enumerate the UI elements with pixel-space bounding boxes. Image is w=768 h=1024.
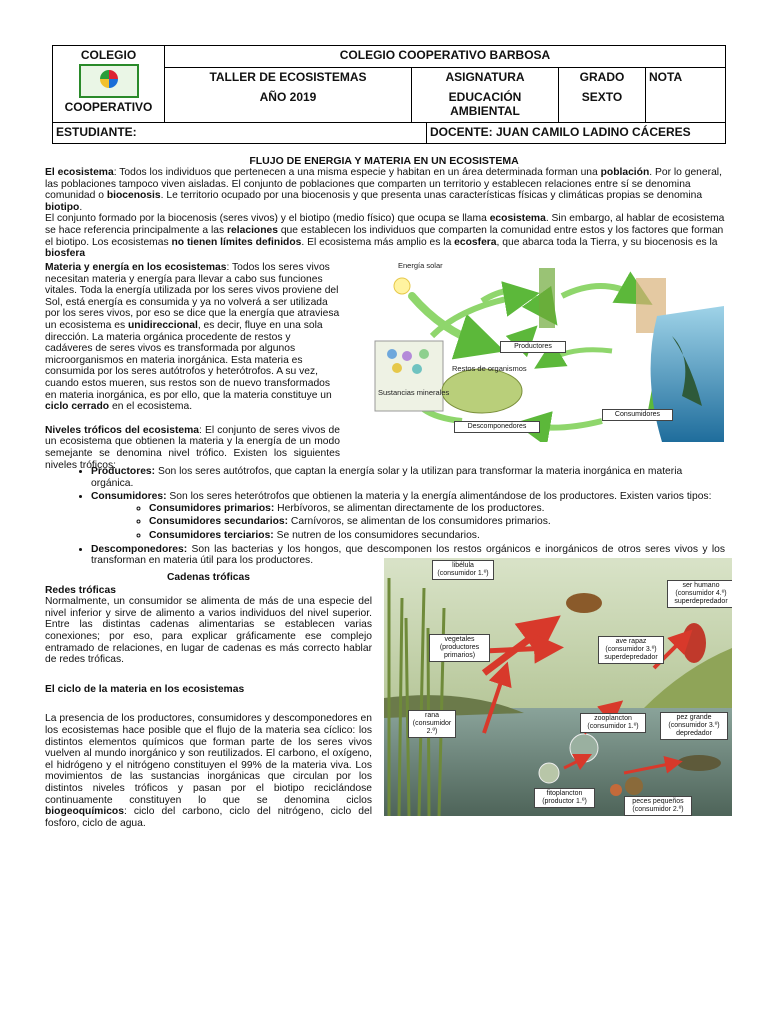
list-item-terciarios: ◦ Consumidores terciarios: Se nutren de los consumidores secundarios. [149,530,725,542]
page-title: FLUJO DE ENERGIA Y MATERIA EN UN ECOSISTEMA [249,155,519,167]
materia-section [45,262,340,471]
list-item-consumidores: • Consumidores: Son los seres heterótrofos que obtienen la materia y la energía alimentándose de los productores. Existen varios tipos: ◦ Consumidores primarios: Herbívoros, se alimentan directamente de los productores. ◦ Consumidores secundarios: Carnívoros, se alimentan de los consumidores primarios. ◦ Consumidores terciarios: Se nutren de los consumidores secundarios. [91,491,725,541]
school-name: COLEGIO COOPERATIVO BARBOSA [165,46,726,68]
materia-paragraph: Materia y energía en los ecosistemas: Todos los seres vivos necesitan materia y energía para llevar a cabo sus funciones vitales. Toda la energía utilizada por los seres vivos proviene del Sol, está energía es consumida y ya no volverá a ser utilizada por los seres vivos, por eso se dice que la energía que atraviesa un ecosistema es unidireccional, es decir, fluye en una sola dirección. La materia orgánica procedente de restos y cadáveres de seres vivos es transformada por algunos microorganismos en materia inorgánica. Esta materia es consumida por los seres autótrofos y heterótrofos. A su vez, cuando estos mueren, sus restos son de nuevo transformados en materia inorgánica, es por ello, que la materia constituye un ciclo cerrado en el ecosistema. [45,262,340,413]
intro-section [45,167,725,260]
fig2-rana-label: rana (consumidor 2.º) [408,710,456,738]
fig2-vegetales-label: vegetales (productores primarios) [429,634,490,662]
ciclo-paragraph: La presencia de los productores, consumidores y descomponedores en los ecosistemas hace posible que el flujo de la materia sea cíclico: los distintos elementos químicos que forman parte de los seres vivos vuelven al mundo inorgánico y son reutilizados. El carbono, el oxígeno, el hidrógeno y el nitrógeno constituyen el 99% de la materia viva. Los movimientos de las sustancias inorgánicas que circulan por los distintos niveles tróficos y pasan por el biotipo reciclándose continuamente constituyen lo que se denomina ciclos biogeoquímicos: ciclo del carbono, ciclo del nitrógeno, ciclo del fosforo, ciclo de agua. [45,713,372,829]
cadenas-heading: Cadenas tróficas [167,572,250,583]
fig1-minerals-label: Sustancias minerales [378,388,450,397]
soil-remains [442,369,522,413]
school-bottom-label: COOPERATIVO [64,100,153,114]
school-top-label: COLEGIO [80,48,137,62]
workshop-title: TALLER DE ECOSISTEMAS [209,70,367,84]
fig1-sun-label: Energía solar [398,261,443,270]
big-fish-shape [677,755,721,771]
energy-cycle-figure [372,256,724,442]
eagle-shape [566,593,602,613]
food-web-figure [384,558,732,816]
fig2-pez-grande-label: pez grande (consumidor 3.º) depredador [660,712,728,740]
trophic-chains-section [45,572,372,829]
fig1-producers-label: Productores [500,341,566,353]
fig1-consumers-label: Consumidores [602,409,673,421]
school-logo-cell [53,46,165,123]
school-logo-icon [79,64,139,98]
grade-label: GRADO [579,70,625,84]
list-item-primarios: ◦ Consumidores primarios: Herbívoros, se alimentan directamente de los productores. [149,503,725,515]
fig2-fitoplancton-label: fitoplancton (productor 1.º) [534,788,595,808]
note-label: NOTA [649,70,683,84]
niveles-paragraph: Niveles tróficos del ecosistema: El conjunto de seres vivos de un ecosistema que obtienen la materia y la energía de un modo semejante se denomina nivel trófico. Existen los siguientes niveles tróficos: [45,424,340,471]
redes-paragraph: Normalmente, un consumidor se alimenta de más de una especie del nivel inferior y sirve de alimento a varios individuos del nivel superior. Entre las distintas cadenas alimentarias se establecen varias conexiones; por eso, para explicar gráficamente ese complejo entramado de relaciones, en lugar de cadenas es más correcto hablar de redes tróficas. [45,596,372,666]
note-cell [646,68,726,123]
sun-icon [394,278,410,294]
fig2-libelula-label: libélula (consumidor 1.º) [432,560,494,580]
fig1-decomposers-label: Descomponedores [454,421,540,433]
redes-subheading: Redes tróficas [45,584,116,596]
fig2-zooplancton-label: zooplancton (consumidor 1.º) [580,713,646,733]
workshop-year: AÑO 2019 [259,90,317,104]
fig1-remains-label: Restos de organismos [452,364,527,373]
list-item-descomponedores: • Descomponedores: Son las bacterias y los hongos, que descomponen los restos orgánicos e inorgánicos de otros seres vivos y los transforman en materia útil para los productores. [91,544,725,567]
fig2-peces-pequenos-label: peces pequeños (consumidor 2.º) [624,796,692,816]
teacher-label: DOCENTE: JUAN CAMILO LADINO CÁCERES [427,123,726,144]
student-row [52,122,726,144]
intro-paragraph-2: El conjunto formado por la biocenosis (seres vivos) y el biotipo (medio físico) que ocupa se llama ecosistema. Sin embargo, al hablar de ecosistema se hace referencia principalmente a las relaciones que establecen los individuos que comparten la comunidad entre estos y los factores que forman el biotipo. Los ecosistemas no tienen límites definidos. El ecosistema más amplio es la ecosfera, que abarca toda la Tierra, y su biocenosis es la biosfera [45,213,725,260]
ciclo-heading: El ciclo de la materia en los ecosistemas [45,683,245,695]
trophic-levels-list [45,466,725,569]
human-shape [682,623,706,663]
subject-label: ASIGNATURA [445,70,525,84]
subject-value: EDUCACIÓN AMBIENTAL [448,90,522,118]
list-item-secundarios: ◦ Consumidores secundarios: Carnívoros, se alimentan de los consumidores primarios. [149,516,725,528]
fig2-human-label: ser humano (consumidor 4.º) superdepredador [667,580,732,608]
intro-paragraph-1: El ecosistema: Todos los individuos que pertenecen a una misma especie y habitan en un área determinada forman una población. Por lo general, las poblaciones tampoco viven aisladas. El conjunto de poblaciones que comparten un territorio y establecen relaciones entre sí se denomina comunidad o biocenosis. Le territorio ocupado por una biocenosis y que presenta unas características físicas y climáticas propias se denomina biotipo. [45,167,722,213]
workshop-cell [165,68,412,123]
grade-value: SEXTO [581,90,623,104]
list-item-productores: • Productores: Son los seres autótrofos, que captan la energía solar y la utilizan para transformar la materia inorgánica en materia orgánica. [91,466,725,489]
header-table [52,45,726,123]
grade-cell [559,68,646,123]
fig2-ave-label: ave rapaz (consumidor 3.º) superdepredador [598,636,664,664]
subject-cell [412,68,559,123]
student-label: ESTUDIANTE: [53,123,427,144]
